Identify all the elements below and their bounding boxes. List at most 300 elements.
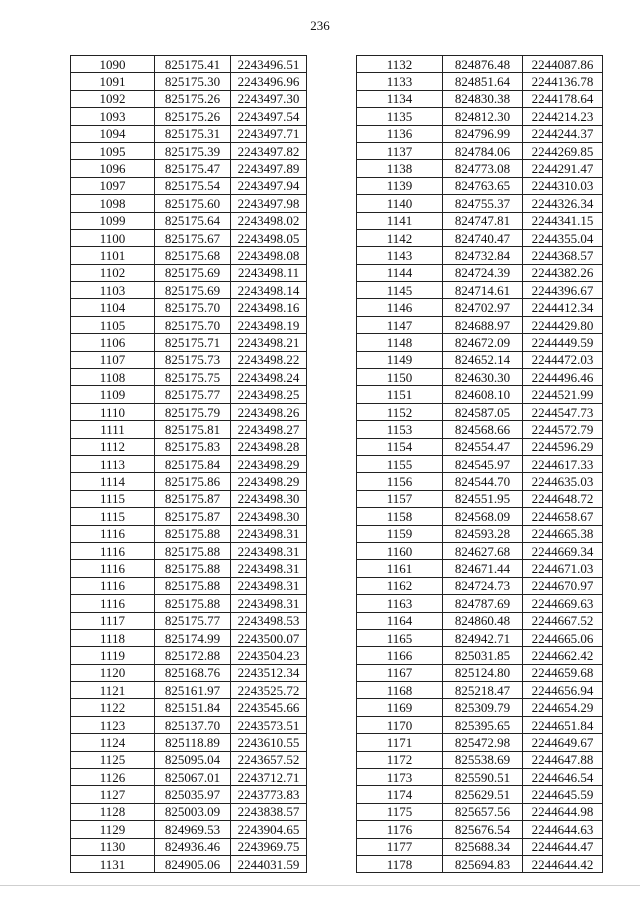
y-coordinate-cell: 2243498.08 <box>231 247 307 264</box>
point-number-cell: 1143 <box>357 247 443 264</box>
x-coordinate-cell: 825175.79 <box>155 403 231 420</box>
page-bottom-edge <box>0 885 640 886</box>
y-coordinate-cell: 2244665.06 <box>523 629 603 646</box>
x-coordinate-cell: 824905.06 <box>155 855 231 872</box>
point-number-cell: 1104 <box>71 299 155 316</box>
table-row <box>71 699 307 716</box>
x-coordinate-cell: 825003.09 <box>155 803 231 820</box>
y-coordinate-cell: 2243504.23 <box>231 647 307 664</box>
y-coordinate-cell: 2244429.80 <box>523 316 603 333</box>
y-coordinate-cell: 2243497.71 <box>231 125 307 142</box>
y-coordinate-cell: 2244326.34 <box>523 195 603 212</box>
point-number-cell: 1100 <box>71 229 155 246</box>
point-number-cell: 1135 <box>357 108 443 125</box>
table-row <box>357 786 603 803</box>
x-coordinate-cell: 825175.39 <box>155 142 231 159</box>
table-row <box>71 108 307 125</box>
y-coordinate-cell: 2243498.31 <box>231 595 307 612</box>
table-row <box>71 508 307 525</box>
y-coordinate-cell: 2243498.22 <box>231 351 307 368</box>
y-coordinate-cell: 2244658.67 <box>523 508 603 525</box>
table-row <box>357 769 603 786</box>
table-row <box>357 751 603 768</box>
x-coordinate-cell: 824936.46 <box>155 838 231 855</box>
coordinates-table-left <box>70 55 307 873</box>
y-coordinate-cell: 2243657.52 <box>231 751 307 768</box>
y-coordinate-cell: 2243498.27 <box>231 421 307 438</box>
table-row <box>71 56 307 73</box>
table-row <box>357 369 603 386</box>
x-coordinate-cell: 824544.70 <box>443 473 523 490</box>
y-coordinate-cell: 2244644.47 <box>523 838 603 855</box>
point-number-cell: 1119 <box>71 647 155 664</box>
table-row <box>357 473 603 490</box>
x-coordinate-cell: 824672.09 <box>443 334 523 351</box>
point-number-cell: 1110 <box>71 403 155 420</box>
table-row <box>71 282 307 299</box>
y-coordinate-cell: 2243525.72 <box>231 682 307 699</box>
y-coordinate-cell: 2244648.72 <box>523 490 603 507</box>
point-number-cell: 1178 <box>357 855 443 872</box>
point-number-cell: 1147 <box>357 316 443 333</box>
point-number-cell: 1173 <box>357 769 443 786</box>
x-coordinate-cell: 825175.69 <box>155 282 231 299</box>
table-row <box>357 699 603 716</box>
table-row <box>71 90 307 107</box>
point-number-cell: 1091 <box>71 73 155 90</box>
x-coordinate-cell: 825118.89 <box>155 734 231 751</box>
table-row <box>71 264 307 281</box>
point-number-cell: 1125 <box>71 751 155 768</box>
table-row <box>357 421 603 438</box>
point-number-cell: 1172 <box>357 751 443 768</box>
point-number-cell: 1115 <box>71 490 155 507</box>
point-number-cell: 1169 <box>357 699 443 716</box>
y-coordinate-cell: 2244521.99 <box>523 386 603 403</box>
y-coordinate-cell: 2243497.54 <box>231 108 307 125</box>
y-coordinate-cell: 2244087.86 <box>523 56 603 73</box>
table-row <box>71 421 307 438</box>
point-number-cell: 1142 <box>357 229 443 246</box>
point-number-cell: 1150 <box>357 369 443 386</box>
x-coordinate-cell: 825688.34 <box>443 838 523 855</box>
y-coordinate-cell: 2243498.21 <box>231 334 307 351</box>
point-number-cell: 1138 <box>357 160 443 177</box>
point-number-cell: 1133 <box>357 73 443 90</box>
x-coordinate-cell: 824942.71 <box>443 629 523 646</box>
y-coordinate-cell: 2244396.67 <box>523 282 603 299</box>
x-coordinate-cell: 825175.68 <box>155 247 231 264</box>
table-row <box>357 90 603 107</box>
y-coordinate-cell: 2243497.98 <box>231 195 307 212</box>
x-coordinate-cell: 825472.98 <box>443 734 523 751</box>
y-coordinate-cell: 2243969.75 <box>231 838 307 855</box>
x-coordinate-cell: 824860.48 <box>443 612 523 629</box>
point-number-cell: 1170 <box>357 716 443 733</box>
point-number-cell: 1148 <box>357 334 443 351</box>
x-coordinate-cell: 824851.64 <box>443 73 523 90</box>
x-coordinate-cell: 825175.75 <box>155 369 231 386</box>
point-number-cell: 1146 <box>357 299 443 316</box>
x-coordinate-cell: 825175.81 <box>155 421 231 438</box>
table-row <box>357 282 603 299</box>
x-coordinate-cell: 825175.86 <box>155 473 231 490</box>
x-coordinate-cell: 825175.84 <box>155 455 231 472</box>
point-number-cell: 1144 <box>357 264 443 281</box>
point-number-cell: 1136 <box>357 125 443 142</box>
x-coordinate-cell: 824724.39 <box>443 264 523 281</box>
table-row <box>357 647 603 664</box>
point-number-cell: 1098 <box>71 195 155 212</box>
x-coordinate-cell: 824763.65 <box>443 177 523 194</box>
point-number-cell: 1106 <box>71 334 155 351</box>
y-coordinate-cell: 2244214.23 <box>523 108 603 125</box>
y-coordinate-cell: 2244649.67 <box>523 734 603 751</box>
table-row <box>71 455 307 472</box>
y-coordinate-cell: 2243498.31 <box>231 560 307 577</box>
y-coordinate-cell: 2244341.15 <box>523 212 603 229</box>
table-row <box>71 212 307 229</box>
x-coordinate-cell: 825175.88 <box>155 595 231 612</box>
x-coordinate-cell: 824587.05 <box>443 403 523 420</box>
table-row <box>357 542 603 559</box>
point-number-cell: 1132 <box>357 56 443 73</box>
y-coordinate-cell: 2243498.29 <box>231 473 307 490</box>
table-row <box>71 542 307 559</box>
point-number-cell: 1160 <box>357 542 443 559</box>
point-number-cell: 1174 <box>357 786 443 803</box>
y-coordinate-cell: 2243498.29 <box>231 455 307 472</box>
table-row <box>357 664 603 681</box>
x-coordinate-cell: 825175.30 <box>155 73 231 90</box>
x-coordinate-cell: 825218.47 <box>443 682 523 699</box>
table-row <box>71 716 307 733</box>
x-coordinate-cell: 825175.88 <box>155 560 231 577</box>
table-row <box>71 612 307 629</box>
table-row <box>71 490 307 507</box>
y-coordinate-cell: 2243610.55 <box>231 734 307 751</box>
table-row <box>357 612 603 629</box>
y-coordinate-cell: 2243773.83 <box>231 786 307 803</box>
point-number-cell: 1165 <box>357 629 443 646</box>
x-coordinate-cell: 825657.56 <box>443 803 523 820</box>
y-coordinate-cell: 2244644.42 <box>523 855 603 872</box>
x-coordinate-cell: 824652.14 <box>443 351 523 368</box>
table-row <box>71 751 307 768</box>
x-coordinate-cell: 825175.77 <box>155 612 231 629</box>
table-row <box>71 403 307 420</box>
y-coordinate-cell: 2243497.82 <box>231 142 307 159</box>
y-coordinate-cell: 2244644.63 <box>523 821 603 838</box>
x-coordinate-cell: 824714.61 <box>443 282 523 299</box>
point-number-cell: 1102 <box>71 264 155 281</box>
table-row <box>357 508 603 525</box>
y-coordinate-cell: 2244244.37 <box>523 125 603 142</box>
table-row <box>357 403 603 420</box>
point-number-cell: 1128 <box>71 803 155 820</box>
y-coordinate-cell: 2244310.03 <box>523 177 603 194</box>
x-coordinate-cell: 824608.10 <box>443 386 523 403</box>
x-coordinate-cell: 825175.26 <box>155 90 231 107</box>
point-number-cell: 1177 <box>357 838 443 855</box>
coordinates-table-right <box>356 55 603 873</box>
table-row <box>357 438 603 455</box>
x-coordinate-cell: 825175.88 <box>155 525 231 542</box>
point-number-cell: 1117 <box>71 612 155 629</box>
y-coordinate-cell: 2243512.34 <box>231 664 307 681</box>
y-coordinate-cell: 2243498.25 <box>231 386 307 403</box>
x-coordinate-cell: 825175.73 <box>155 351 231 368</box>
point-number-cell: 1155 <box>357 455 443 472</box>
table-row <box>71 577 307 594</box>
page-number: 236 <box>310 18 330 33</box>
point-number-cell: 1129 <box>71 821 155 838</box>
point-number-cell: 1109 <box>71 386 155 403</box>
table-row <box>357 821 603 838</box>
table-row <box>357 316 603 333</box>
y-coordinate-cell: 2244596.29 <box>523 438 603 455</box>
y-coordinate-cell: 2244654.29 <box>523 699 603 716</box>
x-coordinate-cell: 824784.06 <box>443 142 523 159</box>
y-coordinate-cell: 2243498.24 <box>231 369 307 386</box>
point-number-cell: 1094 <box>71 125 155 142</box>
point-number-cell: 1176 <box>357 821 443 838</box>
y-coordinate-cell: 2244368.57 <box>523 247 603 264</box>
point-number-cell: 1139 <box>357 177 443 194</box>
table-row <box>357 682 603 699</box>
point-number-cell: 1124 <box>71 734 155 751</box>
table-row <box>357 629 603 646</box>
table-row <box>71 769 307 786</box>
x-coordinate-cell: 825035.97 <box>155 786 231 803</box>
x-coordinate-cell: 825175.83 <box>155 438 231 455</box>
point-number-cell: 1123 <box>71 716 155 733</box>
y-coordinate-cell: 2243498.28 <box>231 438 307 455</box>
table-row <box>357 160 603 177</box>
y-coordinate-cell: 2243498.53 <box>231 612 307 629</box>
y-coordinate-cell: 2244355.04 <box>523 229 603 246</box>
table-row <box>71 73 307 90</box>
table-row <box>71 629 307 646</box>
x-coordinate-cell: 825175.70 <box>155 316 231 333</box>
table-row <box>357 386 603 403</box>
y-coordinate-cell: 2244662.42 <box>523 647 603 664</box>
point-number-cell: 1099 <box>71 212 155 229</box>
x-coordinate-cell: 825175.54 <box>155 177 231 194</box>
point-number-cell: 1115 <box>71 508 155 525</box>
point-number-cell: 1121 <box>71 682 155 699</box>
point-number-cell: 1149 <box>357 351 443 368</box>
point-number-cell: 1107 <box>71 351 155 368</box>
x-coordinate-cell: 825629.51 <box>443 786 523 803</box>
point-number-cell: 1164 <box>357 612 443 629</box>
x-coordinate-cell: 824747.81 <box>443 212 523 229</box>
point-number-cell: 1116 <box>71 525 155 542</box>
y-coordinate-cell: 2243712.71 <box>231 769 307 786</box>
point-number-cell: 1116 <box>71 560 155 577</box>
table-row <box>71 316 307 333</box>
point-number-cell: 1127 <box>71 786 155 803</box>
y-coordinate-cell: 2244651.84 <box>523 716 603 733</box>
x-coordinate-cell: 825395.65 <box>443 716 523 733</box>
table-row <box>357 855 603 872</box>
y-coordinate-cell: 2244136.78 <box>523 73 603 90</box>
y-coordinate-cell: 2244269.85 <box>523 142 603 159</box>
table-row <box>71 195 307 212</box>
point-number-cell: 1175 <box>357 803 443 820</box>
point-number-cell: 1151 <box>357 386 443 403</box>
y-coordinate-cell: 2243500.07 <box>231 629 307 646</box>
table-row <box>357 56 603 73</box>
x-coordinate-cell: 825175.87 <box>155 508 231 525</box>
x-coordinate-cell: 825175.47 <box>155 160 231 177</box>
x-coordinate-cell: 825175.77 <box>155 386 231 403</box>
y-coordinate-cell: 2243498.16 <box>231 299 307 316</box>
point-number-cell: 1168 <box>357 682 443 699</box>
table-row <box>71 386 307 403</box>
table-row <box>71 229 307 246</box>
table-row <box>357 734 603 751</box>
y-coordinate-cell: 2244669.34 <box>523 542 603 559</box>
x-coordinate-cell: 825175.31 <box>155 125 231 142</box>
y-coordinate-cell: 2244667.52 <box>523 612 603 629</box>
table-row <box>71 855 307 872</box>
x-coordinate-cell: 825175.88 <box>155 577 231 594</box>
point-number-cell: 1118 <box>71 629 155 646</box>
table-row <box>357 577 603 594</box>
point-number-cell: 1137 <box>357 142 443 159</box>
table-row <box>357 838 603 855</box>
x-coordinate-cell: 824627.68 <box>443 542 523 559</box>
point-number-cell: 1111 <box>71 421 155 438</box>
x-coordinate-cell: 825137.70 <box>155 716 231 733</box>
x-coordinate-cell: 824732.84 <box>443 247 523 264</box>
table-row <box>71 438 307 455</box>
x-coordinate-cell: 825590.51 <box>443 769 523 786</box>
x-coordinate-cell: 825175.69 <box>155 264 231 281</box>
y-coordinate-cell: 2243498.26 <box>231 403 307 420</box>
table-row <box>357 525 603 542</box>
table-row <box>357 125 603 142</box>
y-coordinate-cell: 2244496.46 <box>523 369 603 386</box>
x-coordinate-cell: 825124.80 <box>443 664 523 681</box>
x-coordinate-cell: 824773.08 <box>443 160 523 177</box>
y-coordinate-cell: 2244671.03 <box>523 560 603 577</box>
y-coordinate-cell: 2243498.19 <box>231 316 307 333</box>
table-row <box>357 455 603 472</box>
y-coordinate-cell: 2243497.94 <box>231 177 307 194</box>
y-coordinate-cell: 2243545.66 <box>231 699 307 716</box>
table-row <box>71 821 307 838</box>
point-number-cell: 1101 <box>71 247 155 264</box>
y-coordinate-cell: 2243498.31 <box>231 525 307 542</box>
table-row <box>71 473 307 490</box>
x-coordinate-cell: 825031.85 <box>443 647 523 664</box>
point-number-cell: 1122 <box>71 699 155 716</box>
table-row <box>71 177 307 194</box>
point-number-cell: 1156 <box>357 473 443 490</box>
point-number-cell: 1157 <box>357 490 443 507</box>
x-coordinate-cell: 824568.09 <box>443 508 523 525</box>
x-coordinate-cell: 824796.99 <box>443 125 523 142</box>
y-coordinate-cell: 2244547.73 <box>523 403 603 420</box>
point-number-cell: 1131 <box>71 855 155 872</box>
table-row <box>357 142 603 159</box>
table-row <box>357 299 603 316</box>
y-coordinate-cell: 2243496.51 <box>231 56 307 73</box>
x-coordinate-cell: 825174.99 <box>155 629 231 646</box>
point-number-cell: 1103 <box>71 282 155 299</box>
x-coordinate-cell: 824630.30 <box>443 369 523 386</box>
point-number-cell: 1116 <box>71 595 155 612</box>
table-row <box>71 299 307 316</box>
table-row <box>71 786 307 803</box>
point-number-cell: 1120 <box>71 664 155 681</box>
x-coordinate-cell: 824740.47 <box>443 229 523 246</box>
x-coordinate-cell: 824554.47 <box>443 438 523 455</box>
x-coordinate-cell: 825175.71 <box>155 334 231 351</box>
point-number-cell: 1097 <box>71 177 155 194</box>
x-coordinate-cell: 824876.48 <box>443 56 523 73</box>
point-number-cell: 1130 <box>71 838 155 855</box>
point-number-cell: 1162 <box>357 577 443 594</box>
point-number-cell: 1153 <box>357 421 443 438</box>
y-coordinate-cell: 2244572.79 <box>523 421 603 438</box>
x-coordinate-cell: 825175.64 <box>155 212 231 229</box>
y-coordinate-cell: 2244382.26 <box>523 264 603 281</box>
point-number-cell: 1134 <box>357 90 443 107</box>
y-coordinate-cell: 2243496.96 <box>231 73 307 90</box>
point-number-cell: 1112 <box>71 438 155 455</box>
point-number-cell: 1116 <box>71 577 155 594</box>
point-number-cell: 1145 <box>357 282 443 299</box>
x-coordinate-cell: 825175.60 <box>155 195 231 212</box>
x-coordinate-cell: 824755.37 <box>443 195 523 212</box>
y-coordinate-cell: 2243498.14 <box>231 282 307 299</box>
y-coordinate-cell: 2244031.59 <box>231 855 307 872</box>
x-coordinate-cell: 824688.97 <box>443 316 523 333</box>
table-row <box>71 525 307 542</box>
point-number-cell: 1126 <box>71 769 155 786</box>
x-coordinate-cell: 824812.30 <box>443 108 523 125</box>
x-coordinate-cell: 825161.97 <box>155 682 231 699</box>
point-number-cell: 1158 <box>357 508 443 525</box>
table-row <box>71 664 307 681</box>
y-coordinate-cell: 2243838.57 <box>231 803 307 820</box>
y-coordinate-cell: 2243498.30 <box>231 508 307 525</box>
x-coordinate-cell: 825067.01 <box>155 769 231 786</box>
y-coordinate-cell: 2244178.64 <box>523 90 603 107</box>
x-coordinate-cell: 824787.69 <box>443 595 523 612</box>
coordinates-table-left-body <box>71 56 307 873</box>
table-row <box>357 229 603 246</box>
y-coordinate-cell: 2244670.97 <box>523 577 603 594</box>
table-row <box>357 247 603 264</box>
table-row <box>357 73 603 90</box>
x-coordinate-cell: 825175.41 <box>155 56 231 73</box>
y-coordinate-cell: 2244644.98 <box>523 803 603 820</box>
x-coordinate-cell: 824724.73 <box>443 577 523 594</box>
x-coordinate-cell: 825694.83 <box>443 855 523 872</box>
table-row <box>71 595 307 612</box>
x-coordinate-cell: 824702.97 <box>443 299 523 316</box>
x-coordinate-cell: 824830.38 <box>443 90 523 107</box>
y-coordinate-cell: 2243904.65 <box>231 821 307 838</box>
table-row <box>71 682 307 699</box>
point-number-cell: 1161 <box>357 560 443 577</box>
x-coordinate-cell: 824545.97 <box>443 455 523 472</box>
y-coordinate-cell: 2244472.03 <box>523 351 603 368</box>
